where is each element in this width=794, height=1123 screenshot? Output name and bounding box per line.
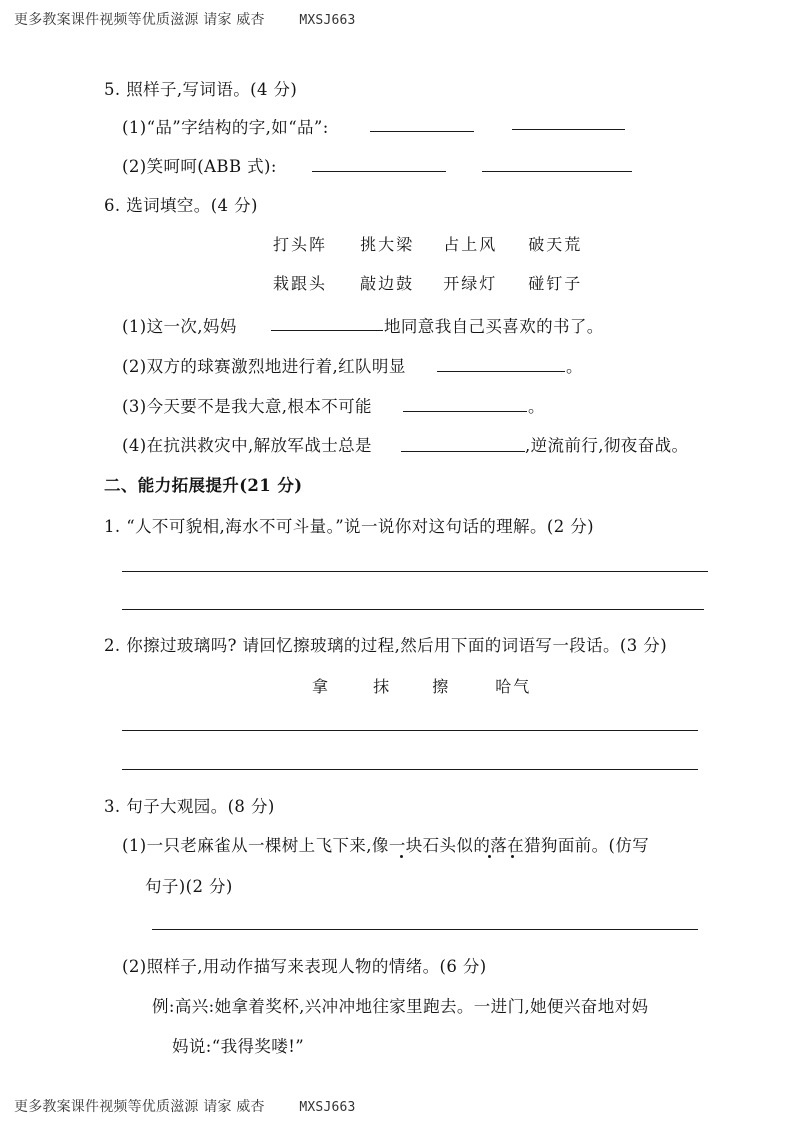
q6-s3-after: 。 bbox=[528, 397, 545, 416]
q6-s2-after: 。 bbox=[566, 357, 583, 376]
p2-word-bank bbox=[312, 674, 531, 697]
p3-s1-line2: 句子)(2 分) bbox=[145, 877, 233, 896]
p3-example-line1: 例:高兴:她拿着奖杯,兴冲冲地往家里跑去。一进门,她便兴奋地对妈 bbox=[152, 997, 649, 1016]
p3-title: 3. 句子大观园。(8 分) bbox=[104, 797, 275, 816]
emphasis-dot bbox=[511, 855, 514, 858]
word-option: 栽跟头 bbox=[273, 274, 328, 293]
q5-title: 5. 照样子,写词语。(4 分) bbox=[104, 80, 298, 99]
q6-s1-blank[interactable] bbox=[271, 330, 383, 331]
word-option: 抹 bbox=[373, 677, 392, 696]
footer-text: 更多教案课件视频等优质滋源 请家 威杏 bbox=[14, 1099, 265, 1115]
section2-title: 二、能力拓展提升(21 分) bbox=[104, 476, 303, 495]
q6-title: 6. 选词填空。(4 分) bbox=[104, 196, 258, 215]
word-option: 开绿灯 bbox=[443, 274, 498, 293]
word-option: 敲边鼓 bbox=[360, 274, 415, 293]
q6-s4-before: (4)在抗洪救灾中,解放军战士总是 bbox=[122, 436, 372, 455]
q5-item1-blank-1[interactable] bbox=[370, 131, 474, 132]
q6-s4-blank[interactable] bbox=[401, 451, 525, 452]
p2-answer-line-1[interactable] bbox=[122, 730, 698, 731]
p3-s1-answer-line[interactable] bbox=[152, 929, 698, 930]
q5-item2-blank-2[interactable] bbox=[482, 171, 632, 172]
word-option: 破天荒 bbox=[528, 235, 583, 254]
word-option: 碰钉子 bbox=[528, 274, 583, 293]
q6-s3-before: (3)今天要不是我大意,根本不可能 bbox=[122, 397, 372, 416]
footer-code: MXSJ663 bbox=[299, 1100, 356, 1115]
p1-answer-line-1[interactable] bbox=[122, 571, 708, 572]
word-option: 打头阵 bbox=[273, 235, 328, 254]
q5-item2-blank-1[interactable] bbox=[312, 171, 446, 172]
q6-s2-before: (2)双方的球赛激烈地进行着,红队明显 bbox=[122, 357, 406, 376]
p1-answer-line-2[interactable] bbox=[122, 609, 704, 610]
q5-item1-blank-2[interactable] bbox=[512, 129, 625, 130]
p2-title: 2. 你擦过玻璃吗? 请回忆擦玻璃的过程,然后用下面的词语写一段话。(3 分) bbox=[104, 636, 668, 655]
emphasis-dot bbox=[488, 855, 491, 858]
header-code: MXSJ663 bbox=[299, 13, 356, 28]
p3-s1-line1: (1)一只老麻雀从一棵树上飞下来,像一块石头似的落在猎狗面前。(仿写 bbox=[122, 836, 650, 855]
q6-word-bank-row2 bbox=[273, 271, 582, 294]
q6-s1-after: 地同意我自己买喜欢的书了。 bbox=[384, 317, 604, 336]
word-option: 哈气 bbox=[495, 677, 532, 696]
q6-s2-blank[interactable] bbox=[437, 371, 565, 372]
page-footer bbox=[14, 1096, 356, 1116]
word-option: 挑大梁 bbox=[360, 235, 415, 254]
page-header bbox=[14, 9, 356, 29]
word-option: 占上风 bbox=[443, 235, 498, 254]
q5-item1: (1)“品”字结构的字,如“品”: bbox=[122, 118, 329, 137]
p3-s2: (2)照样子,用动作描写来表现人物的情绪。(6 分) bbox=[122, 957, 487, 976]
q5-item2: (2)笑呵呵(ABB 式): bbox=[122, 157, 277, 176]
q6-s3-blank[interactable] bbox=[403, 411, 527, 412]
word-option: 拿 bbox=[312, 677, 331, 696]
word-option: 擦 bbox=[432, 677, 451, 696]
p2-answer-line-2[interactable] bbox=[122, 769, 698, 770]
p3-example-line2: 妈说:“我得奖喽!” bbox=[172, 1037, 305, 1056]
q6-s1-before: (1)这一次,妈妈 bbox=[122, 317, 237, 336]
q6-word-bank-row1 bbox=[273, 232, 582, 255]
p1-title: 1. “人不可貌相,海水不可斗量。”说一说你对这句话的理解。(2 分) bbox=[104, 517, 594, 536]
emphasis-dot bbox=[400, 855, 403, 858]
header-text: 更多教案课件视频等优质滋源 请家 威杏 bbox=[14, 12, 265, 28]
q6-s4-after: ,逆流前行,彻夜奋战。 bbox=[525, 436, 689, 455]
